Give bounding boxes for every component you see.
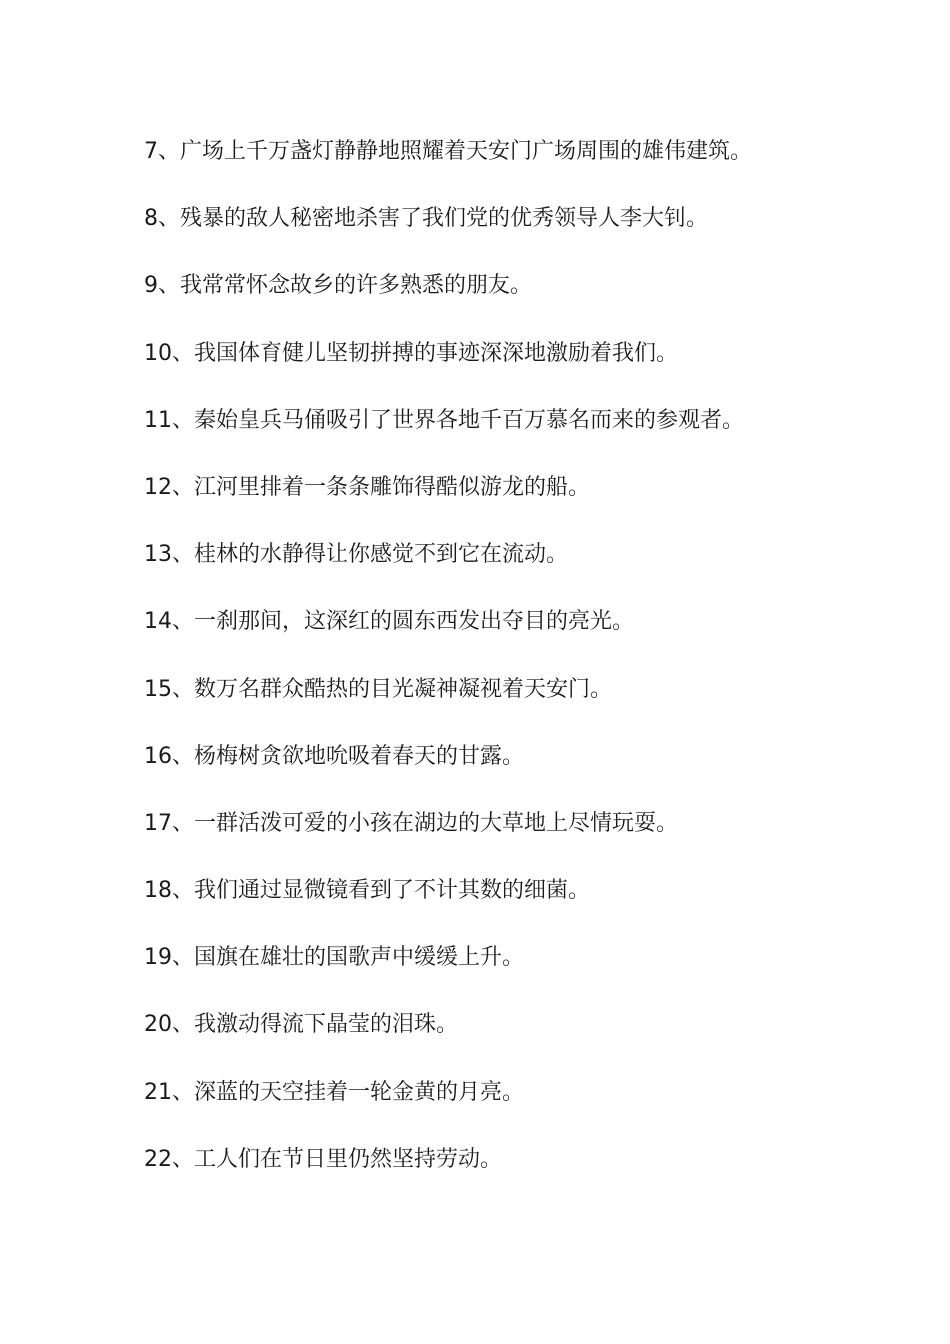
- sentence-13: 13、桂林的水静得让你感觉不到它在流动。: [144, 542, 568, 568]
- sentence-8: 8、残暴的敌人秘密地杀害了我们党的优秀领导人李大钊。: [144, 206, 708, 232]
- sentence-16: 16、杨梅树贪欲地吮吸着春天的甘露。: [144, 743, 524, 769]
- sentence-7: 7、广场上千万盏灯静静地照耀着天安门广场周围的雄伟建筑。: [144, 139, 752, 164]
- sentence-20: 20、我激动得流下晶莹的泪珠。: [144, 1012, 458, 1038]
- sentence-19: 19、国旗在雄壮的国歌声中缓缓上升。: [144, 945, 524, 971]
- sentence-10: 10、我国体育健儿坚韧拼搏的事迹深深地激励着我们。: [144, 340, 678, 366]
- sentence-list: [144, 132, 904, 1207]
- sentence-18: 18、我们通过显微镜看到了不计其数的细菌。: [144, 878, 590, 904]
- sentence-21: 21、深蓝的天空挂着一轮金黄的月亮。: [144, 1079, 524, 1105]
- sentence-12: 12、江河里排着一条条雕饰得酷似游龙的船。: [144, 474, 590, 500]
- sentence-17: 17、一群活泼可爱的小孩在湖边的大草地上尽情玩耍。: [144, 810, 678, 836]
- sentence-15: 15、数万名群众酷热的目光凝神凝视着天安门。: [144, 676, 612, 702]
- sentence-22: 22、工人们在节日里仍然坚持劳动。: [144, 1146, 502, 1172]
- sentence-9: 9、我常常怀念故乡的许多熟悉的朋友。: [144, 273, 532, 299]
- sentence-14: 14、一刹那间，这深红的圆东西发出夺目的亮光。: [144, 609, 634, 635]
- sentence-11: 11、秦始皇兵马俑吸引了世界各地千百万慕名而来的参观者。: [144, 407, 744, 433]
